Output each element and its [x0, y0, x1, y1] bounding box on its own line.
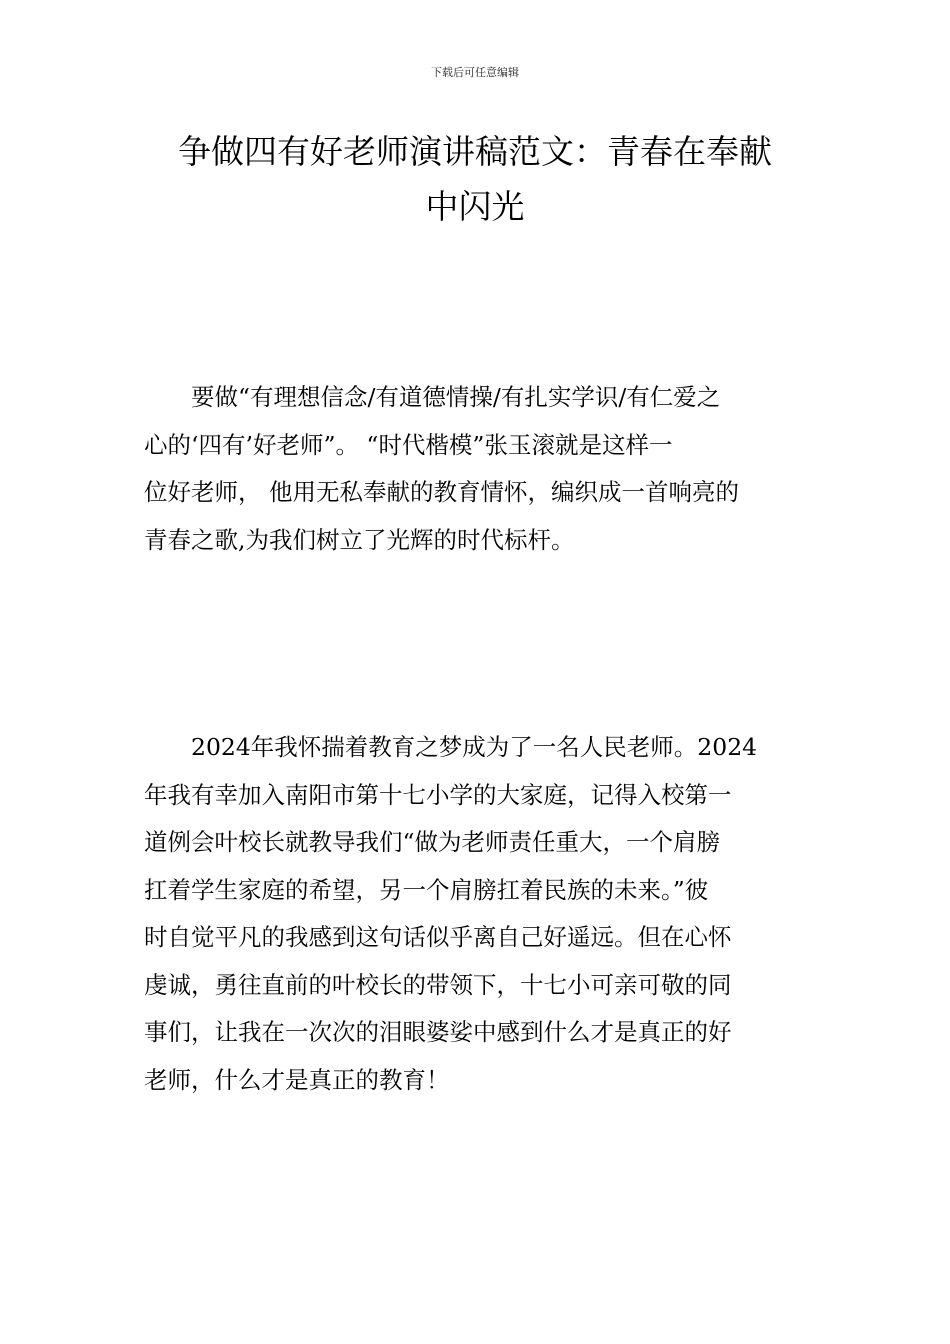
header-note: 下载后可任意编辑 [431, 66, 519, 79]
paragraph-line: 扛着学生家庭的希望，另一个肩膀扛着民族的未来。”彼 [144, 875, 709, 904]
paragraph-line: 要做“有理想信念/有道德情操/有扎实学识/有仁爱之 [144, 383, 721, 411]
paragraph-line: 虔诚，勇往直前的叶校长的带领下，十七小可亲可敬的同 [144, 970, 732, 999]
paragraph-line: 心的‘四有’好老师”。 “时代楷模”张玉滚就是这样一 [144, 430, 673, 459]
paragraph-intro [144, 374, 808, 564]
paragraph-line: 2024年我怀揣着教育之梦成为了一名人民老师。2024 [144, 733, 758, 761]
title-line-1: 争做四有好老师演讲稿范文：青春在奉献 [178, 132, 772, 171]
paragraph-line: 年我有幸加入南阳市第十七小学的大家庭，记得入校第一 [144, 780, 732, 809]
paragraph-line: 青春之歌,为我们树立了光辉的时代标杆。 [144, 525, 575, 554]
paragraph-line: 事们，让我在一次次的泪眼婆娑中感到什么才是真正的好 [144, 1018, 732, 1046]
paragraph-line: 位好老师， 他用无私奉献的教育情怀，编织成一首响亮的 [144, 478, 739, 506]
title-line-2: 中闪光 [425, 187, 525, 226]
paragraph-story [144, 724, 808, 1104]
paragraph-line: 老师，什么才是真正的教育！ [144, 1065, 450, 1094]
document-title [140, 124, 810, 234]
paragraph-line: 道例会叶校长就教导我们“做为老师责任重大，一个肩膀 [144, 828, 721, 856]
paragraph-line: 时自觉平凡的我感到这句话似乎离自己好遥远。但在心怀 [144, 923, 732, 951]
